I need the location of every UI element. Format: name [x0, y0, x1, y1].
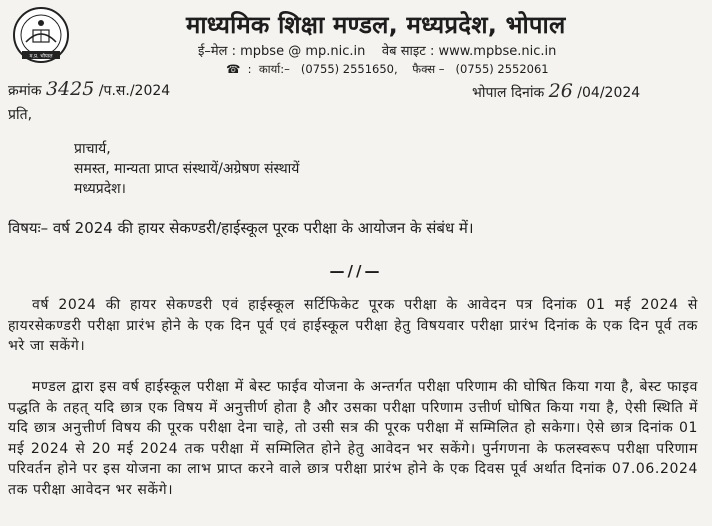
- website-label: वेब साइट: [381, 44, 426, 59]
- reference-label: क्रमांक: [8, 83, 42, 99]
- addressee-line-2: समस्त, मान्यता प्राप्त संस्थायें/अग्रेषण संस्थायें: [74, 161, 300, 177]
- fax-label: फैक्स –: [412, 62, 445, 76]
- handwritten-date-day: 26: [548, 80, 573, 102]
- reference-suffix: /प.स./2024: [98, 83, 171, 99]
- reference-number: [8, 78, 170, 100]
- office-phone-label: कार्या:–: [258, 62, 290, 76]
- addressee-line-1: प्राचार्य,: [74, 141, 111, 157]
- subject-line: विषयः– वर्ष 2024 की हायर सेकण्डरी/हाईस्कूल पूरक परीक्षा के आयोजन के संबंध में।: [8, 219, 474, 237]
- logo-bottom-text: म.प्र. भोपाल: [29, 53, 53, 60]
- body-paragraph-1: [8, 295, 698, 357]
- fax-value: (0755) 2552061: [455, 62, 549, 76]
- handwritten-reference-number: 3425: [45, 78, 95, 100]
- contact-line: ई–मेल : mpbse @ mp.nic.in वेब साइट : www.mpbse.nic.in: [198, 44, 557, 59]
- telephone-icon: ☎: [226, 62, 241, 76]
- email-value: mpbse @ mp.nic.in: [240, 44, 366, 59]
- letter-date: [472, 80, 640, 102]
- office-phone-value: (0755) 2551650,: [300, 62, 398, 76]
- divider-mark: —//—: [329, 262, 383, 280]
- phone-line: ☎ : कार्या:– (0755) 2551650, फैक्स – (0755) 2552061: [226, 62, 549, 76]
- addressee-line-3: मध्यप्रदेश।: [74, 181, 126, 197]
- organization-name: माध्यमिक शिक्षा मण्डल, मध्यप्रदेश, भोपाल: [186, 11, 566, 39]
- website-value: www.mpbse.nic.in: [438, 44, 557, 59]
- body-paragraph-2: [8, 377, 698, 500]
- board-logo: [12, 6, 70, 64]
- paragraph-2-text: मण्डल द्वारा इस वर्ष हाईस्कूल परीक्षा में बेस्ट फाईव योजना के अन्तर्गत परीक्षा परिणाम की घोषित किया गया है, बेस्ट फाइव पद्धति के तहत् यदि छात्र एक विषय में अनुत्तीर्ण होता है और उसका परीक्षा परिणाम उत्तीर्ण घोषित किया गया है, ऐसी स्थिति में यदि छात्र अनुत्तीर्ण विषय की पूरक परीक्षा देना चाहे, तो उसी सत्र की पूरक परीक्षा में सम्मिलित हो सकेगा। ऐसे छात्र दिनांक 01 मई 2024 से 20 मई 2024 तक परीक्षा में सम्मिलित होने हेतु आवेदन भर सकेंगे। पुर्नगणना के फलस्वरूप परीक्षा परिणाम परिवर्तन होने पर इस योजना का लाभ प्राप्त करने वाले छात्र परीक्षा प्रारंभ होने के एक दिवस पूर्व अर्थात दिनांक 07.06.2024 तक परीक्षा आवेदन भर सकेंगे।: [8, 379, 698, 498]
- email-label: ई–मेल: [198, 44, 228, 59]
- date-label: भोपाल दिनांक: [472, 85, 545, 101]
- date-rest: /04/2024: [577, 85, 641, 101]
- addressee-to: प्रति,: [8, 107, 33, 123]
- paragraph-1-text: वर्ष 2024 की हायर सेकण्डरी एवं हाईस्कूल सर्टिफिकेट पूरक परीक्षा के आवेदन पत्र दिनांक 01 मई 2024 से हायरसेकण्डरी परीक्षा प्रारंभ होने के एक दिन पूर्व एवं हाईस्कूल परीक्षा हेतु विषयवार परीक्षा प्रारंभ दिनांक के एक दिन पूर्व तक भरे जा सकेंगे।: [8, 297, 698, 354]
